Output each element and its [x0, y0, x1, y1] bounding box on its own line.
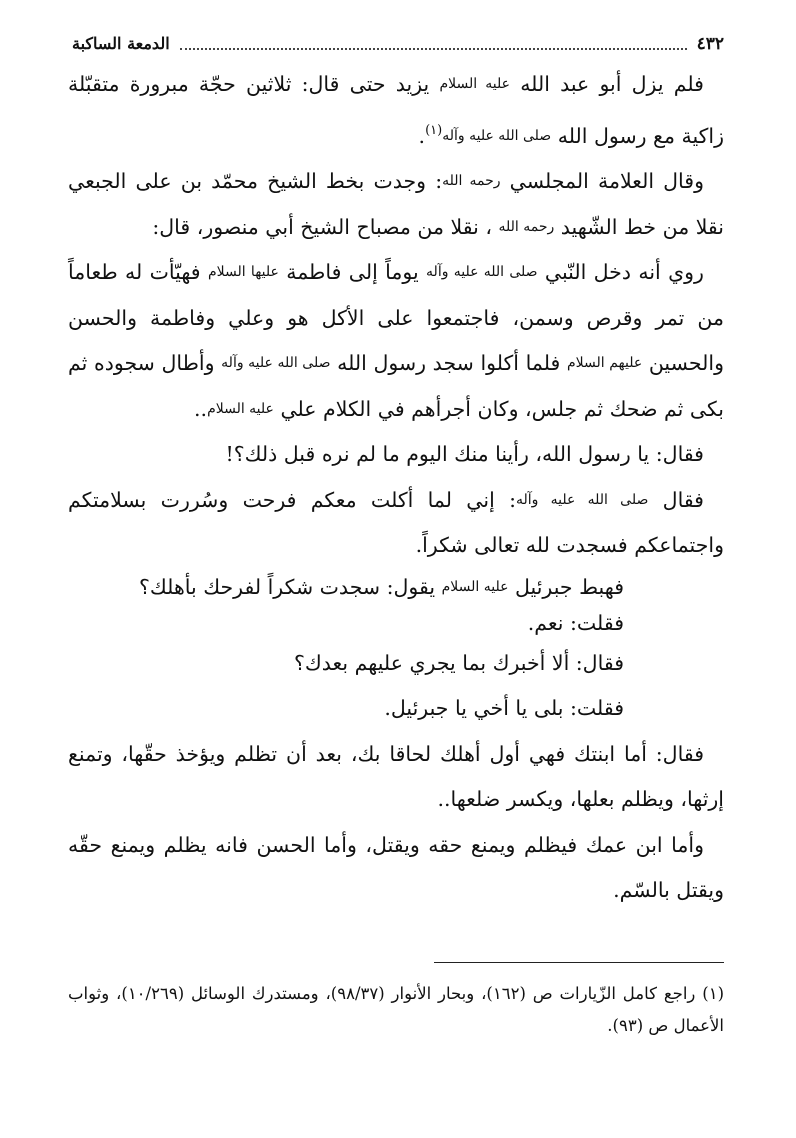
paragraph-text: .. — [194, 396, 208, 421]
paragraph-6 — [68, 569, 724, 605]
honorific-salla-icon: صلى الله عليه وآله — [515, 491, 649, 508]
paragraph-text: فهيّأت له طعاماً من تمر وقرص وسمن، فاجتمعوا على الأكل هو وعلي وفاطمة والحسن والحسين — [68, 260, 724, 375]
paragraph-text: يقول: سجدت شكراً لفرحك بأهلك؟ — [139, 574, 436, 599]
paragraph-9 — [68, 686, 724, 732]
paragraph-text: فقال — [662, 487, 704, 512]
footnote — [68, 978, 724, 1042]
paragraph-text: وأما ابن عمك فيظلم ويمنع حقه ويقتل، وأما الحسن فانه يظلم ويمنع حقّه ويقتل بالسّم. — [68, 832, 724, 902]
paragraph-text: وأطال سجوده ثم بكى ثم ضحك ثم جلس، وكان أجرأهم في الكلام علي — [68, 351, 724, 421]
paragraph-10 — [68, 732, 724, 823]
honorific-alayha-icon: عليها السلام — [207, 264, 279, 280]
running-header — [72, 30, 724, 54]
honorific-alayhim-icon: عليهم السلام — [566, 355, 643, 371]
paragraph-text: فقال: أما ابنتك فهي أول أهلك لحاقا بك، بعد أن تظلم ويؤخذ حقّها، وتمنع إرثها، ويظلم بعلها، ويكسر ضلعها.. — [68, 741, 724, 811]
paragraph-4 — [68, 432, 724, 478]
honorific-alayhi-icon: عليه السلام — [439, 76, 510, 92]
paragraph-3 — [68, 250, 724, 432]
honorific-salla-icon: صلى الله عليه وآله — [442, 127, 552, 144]
paragraph-2 — [68, 159, 724, 250]
paragraph-7 — [68, 605, 724, 641]
paragraph-text: . — [418, 123, 426, 148]
paragraph-11 — [68, 823, 724, 914]
honorific-alayhi-icon: عليه السلام — [207, 400, 274, 417]
paragraph-text: وقال العلامة المجلسي — [509, 169, 704, 193]
body-text — [68, 62, 724, 914]
honorific-salla-icon: صلى الله عليه وآله — [426, 264, 538, 280]
paragraph-text: فلم يزل أبو عبد الله — [520, 72, 704, 96]
paragraph-text: يزيد حتى قال: ثلاثين حجّة مبرورة متقبّلة زاكية مع رسول الله — [68, 72, 724, 148]
paragraph-text: فقلت: نعم. — [527, 610, 624, 635]
paragraph-text: : إني لما أكلت معكم فرحت وسُررت بسلامتكم واجتماعكم فسجدت لله تعالى شكراً. — [68, 487, 724, 557]
honorific-salla-icon: صلى الله عليه وآله — [221, 355, 331, 371]
honorific-rahimahu-icon: رحمه الله — [498, 218, 555, 235]
header-dotted-leader — [180, 47, 687, 50]
footnote-text: (١) راجع كامل الزّيارات ص (١٦٢)، وبحار الأنوار (٩٨/٣٧)، ومستدرك الوسائل (١٠/٢٦٩)، وثواب الأعمال ص (٩٣). — [68, 984, 724, 1035]
paragraph-text: : وجدت بخط الشيخ محمّد بن على الجبعي نقلا من خط الشّهيد — [68, 169, 724, 239]
footnote-reference[interactable]: (١) — [425, 122, 443, 138]
book-title: الدمعة الساكبة — [72, 34, 170, 53]
paragraph-text: روي أنه دخل النّبي — [544, 260, 704, 284]
paragraph-text: يوماً إلى فاطمة — [286, 260, 419, 284]
paragraph-text: فلما أكلوا سجد رسول الله — [337, 351, 561, 375]
paragraph-text: فهبط جبرئيل — [515, 574, 624, 599]
paragraph-8 — [68, 641, 724, 687]
page-number: ٤٣٢ — [696, 34, 724, 54]
footnote-divider — [434, 962, 724, 963]
paragraph-text: فقلت: بلى يا أخي يا جبرئيل. — [384, 696, 624, 720]
paragraph-text: فقال: يا رسول الله، رأينا منك اليوم ما لم نره قبل ذلك؟! — [225, 442, 704, 466]
paragraph-text: فقال: ألا أخبرك بما يجري عليهم بعدك؟ — [294, 650, 624, 675]
honorific-rahimahu-icon: رحمه الله — [442, 173, 501, 189]
paragraph-text: ، نقلا من مصباح الشيخ أبي منصور، قال: — [152, 214, 492, 239]
paragraph-1 — [68, 62, 724, 159]
paragraph-5 — [68, 478, 724, 569]
honorific-alayhi-icon: عليه السلام — [441, 578, 509, 595]
